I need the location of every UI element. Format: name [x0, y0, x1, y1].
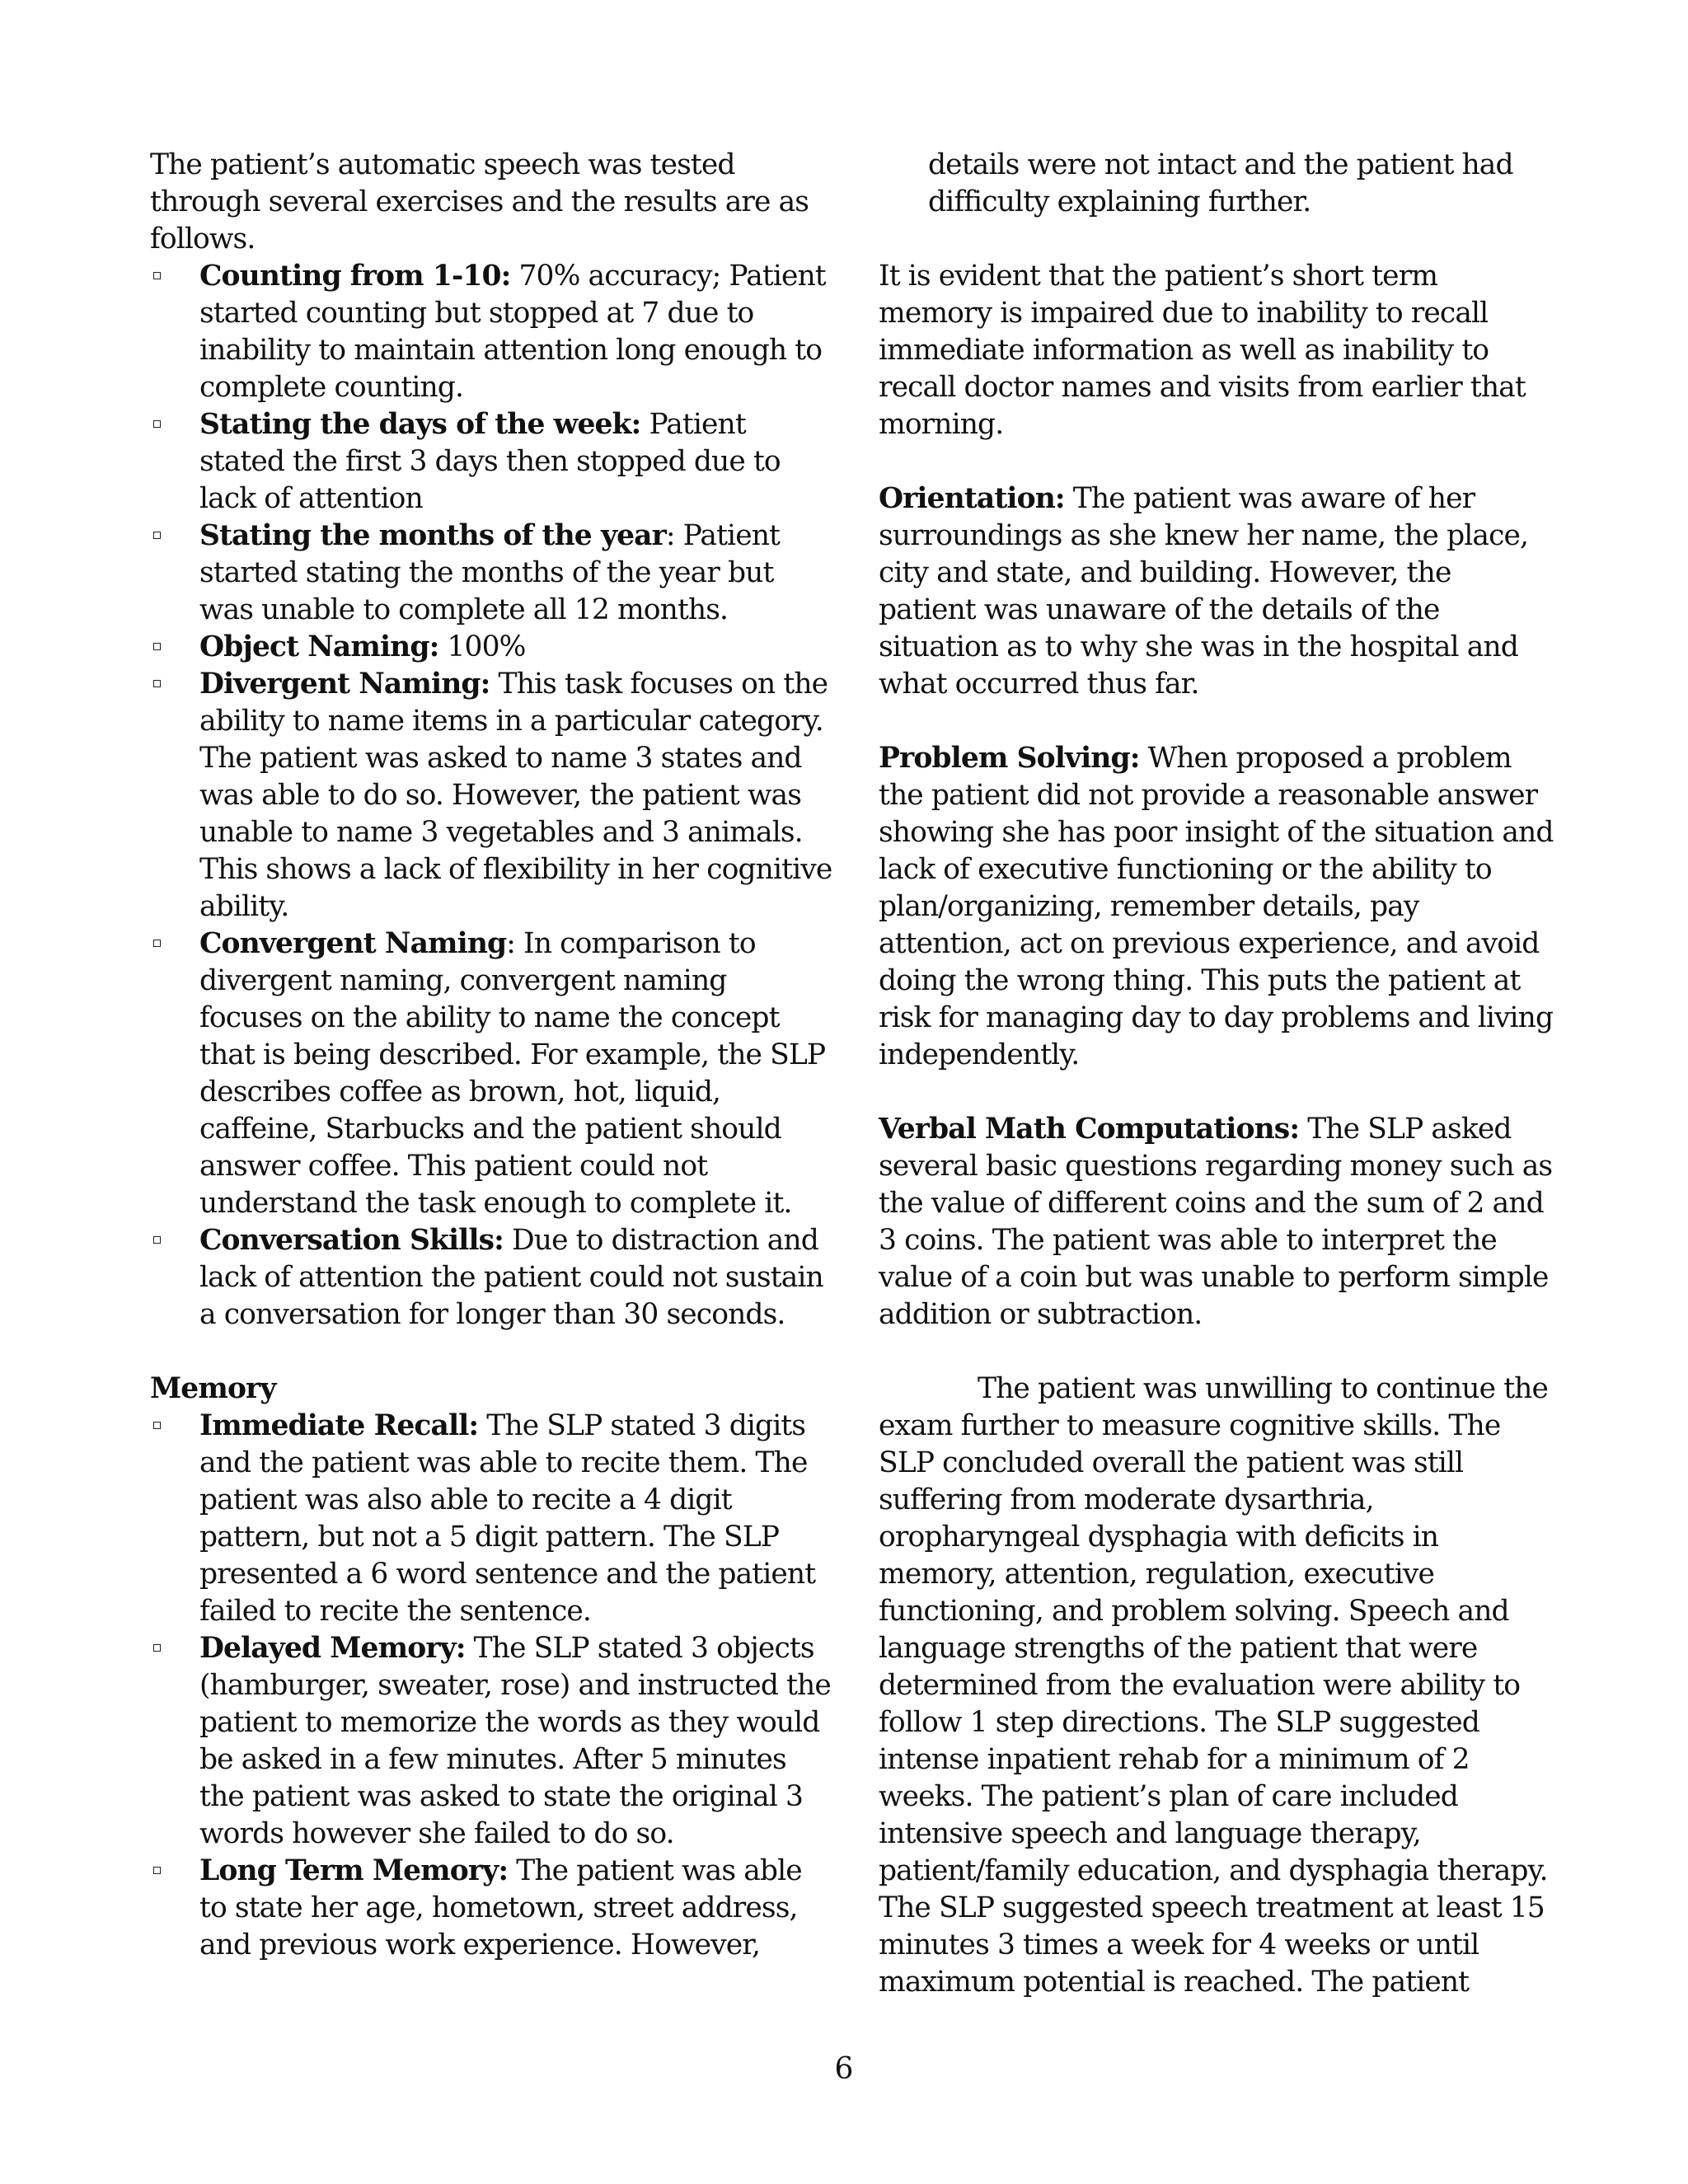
item-text: : In comparison to divergent naming, convergent naming focuses on the ability to name the concept that is being described. For example, the SLP describes coffee as brown, hot, liquid, caffeine, Starbucks and the patient should answer coffee. This patient could not understand the task enough to complete it.: [199, 927, 826, 1220]
list-item: [150, 629, 834, 666]
list-item: [150, 666, 834, 926]
square-bullet-icon: [153, 532, 161, 539]
orientation-label: Orientation:: [879, 482, 1065, 515]
spacer: [150, 1333, 834, 1371]
item-label: Counting from 1-10:: [199, 260, 511, 293]
item-label: Stating the days of the week:: [199, 408, 641, 441]
spacer: [879, 1074, 1554, 1111]
left-column: [150, 147, 834, 1964]
list-item: [150, 406, 834, 518]
short-term-memory-paragraph: It is evident that the patient’s short term memory is impaired due to inability to recall immediate information as well as inability to recall doctor names and visits from earlier that morning.: [879, 260, 1526, 441]
right-column: [879, 147, 1554, 2001]
square-bullet-icon: [153, 680, 161, 687]
conclusion-paragraph: The patient was unwilling to continue the exam further to measure cognitive skills. The SLP concluded overall the patient was still suffering from moderate dysarthria, oropharyngeal dysphagia with deficits in memory, attention, regulation, executive functioning, and problem solving. Speech and language strengths of the patient that were determined from the evaluation were ability to follow 1 step directions. The SLP suggested intense inpatient rehab for a minimum of 2 weeks. The patient’s plan of care included intensive speech and language therapy, patient/family education, and dysphagia therapy. The SLP suggested speech treatment at least 15 minutes 3 times a week for 4 weeks or until maximum potential is reached. The patient: [879, 1372, 1549, 1999]
automatic-speech-intro: The patient’s automatic speech was tested through several exercises and the results are as follows.: [150, 148, 809, 255]
spacer: [879, 1333, 1554, 1371]
spacer: [879, 221, 1554, 258]
item-label: Convergent Naming: [199, 927, 507, 960]
item-label: Delayed Memory:: [199, 1632, 466, 1665]
item-label: Stating the months of the year: [199, 519, 666, 552]
square-bullet-icon: [153, 272, 161, 279]
long-term-memory-continuation: details were not intact and the patient had difficulty explaining further.: [928, 148, 1513, 218]
memory-results-list: [150, 1408, 834, 1964]
item-label: Divergent Naming:: [199, 668, 490, 701]
item-text: Due to distraction and lack of attention the patient could not sustain a conversation for longer than 30 seconds.: [199, 1224, 823, 1331]
list-item: [150, 926, 834, 1222]
square-bullet-icon: [153, 1867, 161, 1874]
square-bullet-icon: [153, 643, 161, 650]
item-text: 100%: [438, 630, 526, 663]
verbal-math-label: Verbal Math Computations:: [879, 1113, 1300, 1146]
square-bullet-icon: [153, 420, 161, 428]
list-item: [150, 1222, 834, 1333]
item-text: The SLP stated 3 objects (hamburger, sweater, rose) and instructed the patient to memorize the words as they would be asked in a few minutes. After 5 minutes the patient was asked to state the original 3 words however she failed to do so.: [199, 1632, 831, 1850]
verbal-math-paragraph: [879, 1111, 1554, 1333]
speech-results-list: [150, 258, 834, 1333]
problem-solving-paragraph: [879, 740, 1554, 1074]
page-number: 6: [834, 2052, 854, 2086]
list-item: [150, 258, 834, 406]
orientation-text: The patient was aware of her surroundings as she knew her name, the place, city and state, and building. However, the patient was unaware of the details of the situation as to why she was in the hospital and what occurred thus far.: [879, 482, 1529, 701]
verbal-math-text: The SLP asked several basic questions regarding money such as the value of different coins and the sum of 2 and 3 coins. The patient was able to interpret the value of a coin but was unable to perform simple addition or subtraction.: [879, 1113, 1553, 1331]
list-item: [150, 518, 834, 629]
spacer: [879, 703, 1554, 740]
item-label: Conversation Skills:: [199, 1224, 504, 1257]
square-bullet-icon: [153, 940, 161, 947]
item-label: Long Term Memory:: [199, 1854, 509, 1887]
item-text: : Patient started stating the months of the year but was unable to complete all 12 months.: [199, 519, 780, 626]
item-text: The patient was able to state her age, hometown, street address, and previous work experience. However,: [199, 1854, 802, 1961]
item-text: This task focuses on the ability to name items in a particular category. The patient was asked to name 3 states and was able to do so. However, the patient was unable to name 3 vegetables and 3 animals. This shows a lack of flexibility in her cognitive ability.: [199, 668, 832, 923]
problem-solving-label: Problem Solving:: [879, 742, 1140, 775]
item-text: Patient stated the first 3 days then stopped due to lack of attention: [199, 408, 781, 515]
list-item: [150, 1630, 834, 1853]
list-item: [150, 1408, 834, 1630]
item-label: Immediate Recall:: [199, 1409, 479, 1442]
square-bullet-icon: [153, 1644, 161, 1652]
item-label: Object Naming:: [199, 630, 439, 663]
list-item: [150, 1853, 834, 1964]
item-text: The SLP stated 3 digits and the patient was able to recite them. The patient was also able to recite a 4 digit pattern, but not a 5 digit pattern. The SLP presented a 6 word sentence and the patient failed to recite the sentence.: [199, 1409, 816, 1628]
problem-solving-text: When proposed a problem the patient did not provide a reasonable answer showing she has poor insight of the situation and lack of executive functioning or the ability to plan/organizing, remember details, pay attention, act on previous experience, and avoid doing the wrong thing. This puts the patient at risk for managing day to day problems and living independently.: [879, 742, 1554, 1071]
item-text: 70% accuracy; Patient started counting but stopped at 7 due to inability to maintain attention long enough to complete counting.: [199, 260, 826, 404]
square-bullet-icon: [153, 1236, 161, 1244]
spacer: [879, 443, 1554, 480]
square-bullet-icon: [153, 1422, 161, 1429]
memory-heading: Memory: [150, 1372, 276, 1405]
orientation-paragraph: [879, 480, 1554, 703]
